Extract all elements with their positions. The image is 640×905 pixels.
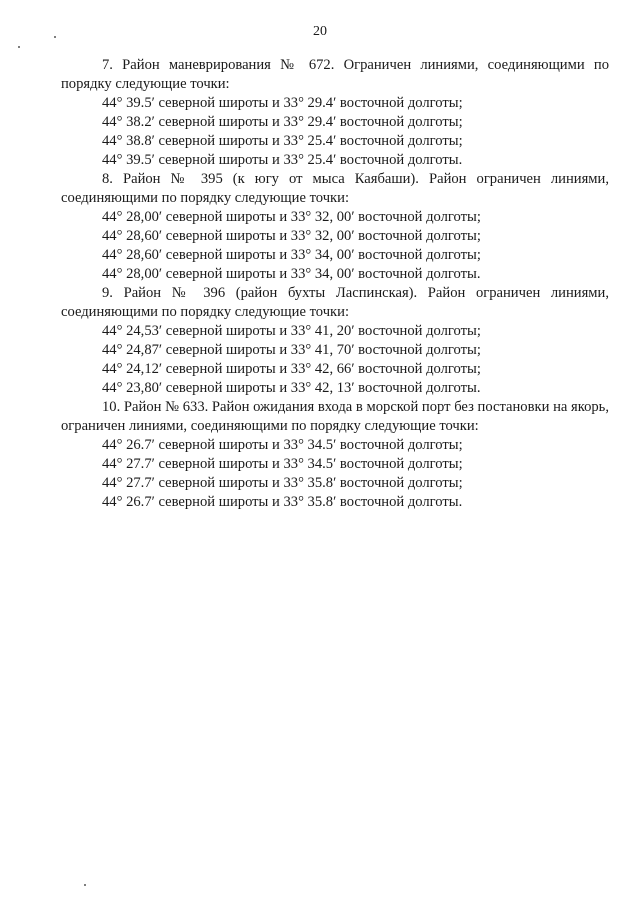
coordinate-point: 44° 24,12′ северной широты и 33° 42, 66′ восточной долготы; xyxy=(102,361,481,377)
coordinate-point: 44° 28,60′ северной широты и 33° 34, 00′ восточной долготы; xyxy=(102,247,481,263)
page-number: 20 xyxy=(313,24,327,39)
scan-speck xyxy=(54,36,56,38)
section-heading: 7. Район маневрирования № 672. Ограничен линиями, соединяющими по порядку следующие точки: xyxy=(61,57,609,92)
coordinate-point: 44° 27.7′ северной широты и 33° 35.8′ восточной долготы; xyxy=(102,475,463,491)
coordinate-point: 44° 24,87′ северной широты и 33° 41, 70′ восточной долготы; xyxy=(102,342,481,358)
coordinate-point: 44° 27.7′ северной широты и 33° 34.5′ восточной долготы; xyxy=(102,456,463,472)
scan-speck xyxy=(18,46,20,48)
coordinate-point: 44° 28,00′ северной широты и 33° 34, 00′ восточной долготы. xyxy=(102,266,481,282)
coordinate-point: 44° 39.5′ северной широты и 33° 29.4′ восточной долготы; xyxy=(102,95,463,111)
section-area-633 xyxy=(61,398,609,512)
scan-speck xyxy=(84,884,86,886)
coordinate-point: 44° 28,00′ северной широты и 33° 32, 00′ восточной долготы; xyxy=(102,209,481,225)
coordinate-point: 44° 24,53′ северной широты и 33° 41, 20′ восточной долготы; xyxy=(102,323,481,339)
coordinate-point: 44° 26.7′ северной широты и 33° 34.5′ восточной долготы; xyxy=(102,437,463,453)
section-area-396 xyxy=(61,284,609,398)
section-heading: 9. Район № 396 (район бухты Ласпинская). Район ограничен линиями, соединяющими по порядку следующие точки: xyxy=(61,285,609,320)
document-body xyxy=(61,56,609,512)
coordinate-point: 44° 28,60′ северной широты и 33° 32, 00′ восточной долготы; xyxy=(102,228,481,244)
section-heading: 10. Район № 633. Район ожидания входа в морской порт без постановки на якорь, ограничен линиями, соединяющими по порядку следующие точки: xyxy=(61,399,609,434)
coordinate-point: 44° 26.7′ северной широты и 33° 35.8′ восточной долготы. xyxy=(102,494,463,510)
coordinate-point: 44° 38.8′ северной широты и 33° 25.4′ восточной долготы; xyxy=(102,133,463,149)
coordinate-point: 44° 39.5′ северной широты и 33° 25.4′ восточной долготы. xyxy=(102,152,463,168)
coordinate-point: 44° 38.2′ северной широты и 33° 29.4′ восточной долготы; xyxy=(102,114,463,130)
coordinate-point: 44° 23,80′ северной широты и 33° 42, 13′ восточной долготы. xyxy=(102,380,481,396)
section-heading: 8. Район № 395 (к югу от мыса Каябаши). Район ограничен линиями, соединяющими по порядку следующие точки: xyxy=(61,171,609,206)
section-area-395 xyxy=(61,170,609,284)
section-area-672 xyxy=(61,56,609,170)
